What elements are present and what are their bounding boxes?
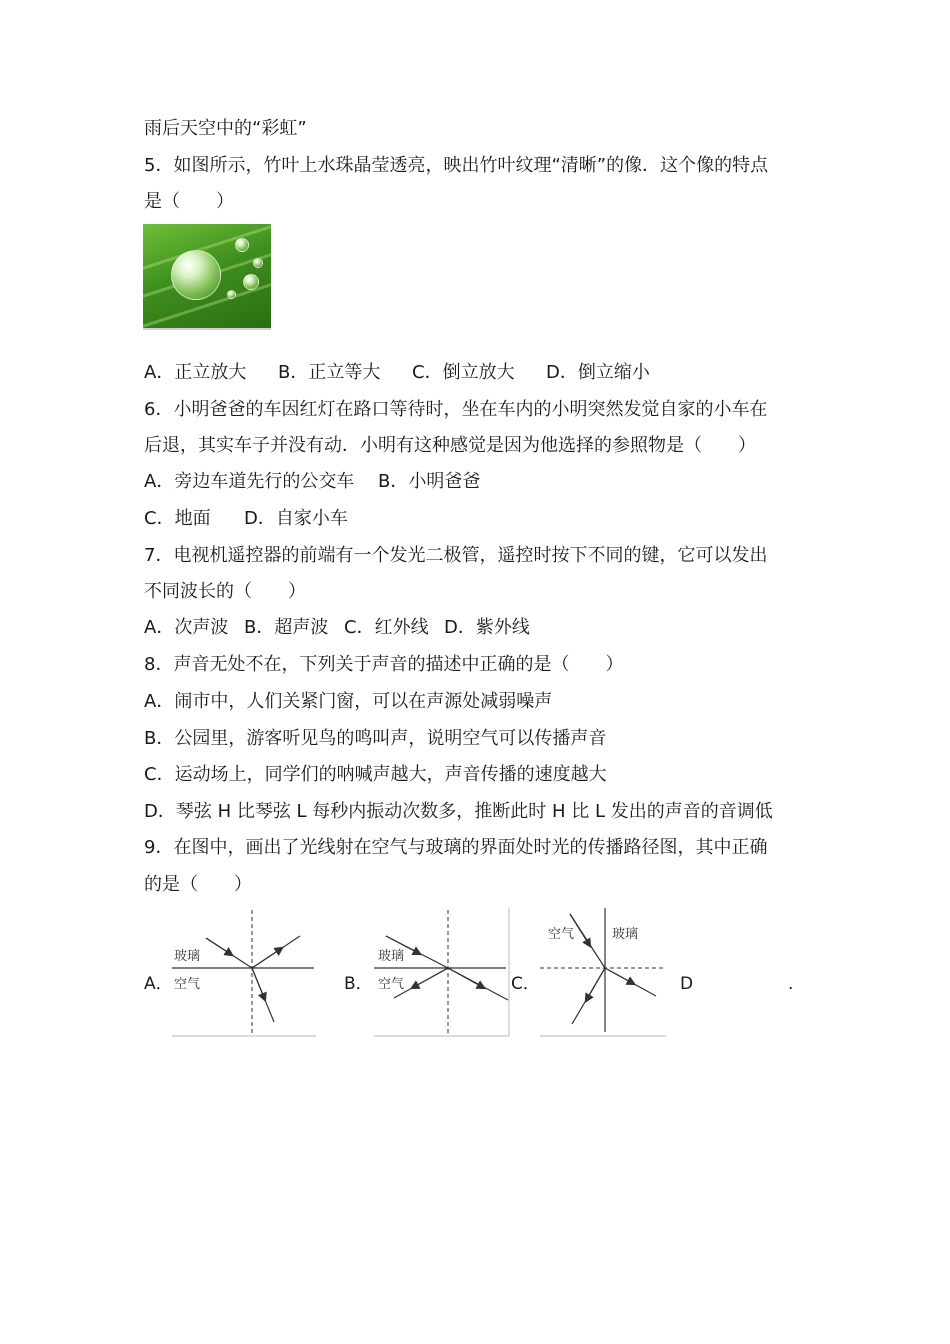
question-6-stem-cont: 后退，其实车子并没有动．小明有这种感觉是因为他选择的参照物是（ ）	[144, 435, 756, 456]
option-d[interactable]: D．紫外线	[444, 617, 530, 638]
question-9-stem-cont: 的是（ ）	[144, 874, 252, 895]
question-8-stem: 8．声音无处不在，下列关于声音的描述中正确的是（ ）	[144, 654, 624, 675]
question-6-stem: 6．小明爸爸的车因红灯在路口等待时，坐在车内的小明突然发觉自家的小车在	[144, 399, 768, 420]
air-label: 空气	[378, 977, 405, 992]
option-b[interactable]: B．正立等大	[278, 362, 381, 383]
glass-label: 玻璃	[612, 927, 639, 942]
text-line-rainbow: 雨后天空中的“彩虹”	[144, 118, 307, 139]
diagram-b	[372, 908, 512, 1038]
glass-label: 玻璃	[174, 949, 201, 964]
question-5-stem: 5．如图所示，竹叶上水珠晶莹透亮，映出竹叶纹理“清晰”的像．这个像的特点	[144, 155, 769, 176]
diagram-a	[170, 908, 318, 1038]
air-label: 空气	[548, 927, 575, 942]
diagram-trailing-dot: .	[788, 974, 794, 994]
question-8-option-a[interactable]: A．闹市中，人们关紧门窗，可以在声源处减弱噪声	[144, 691, 553, 712]
option-c[interactable]: C．地面	[144, 508, 211, 529]
question-6-options-2	[144, 506, 348, 532]
option-d[interactable]: D．倒立缩小	[546, 362, 650, 383]
option-d[interactable]: D．自家小车	[244, 508, 348, 529]
diagram-label-c[interactable]: C．	[511, 974, 540, 994]
option-b[interactable]: B．小明爸爸	[378, 471, 481, 492]
diagram-label-b[interactable]: B．	[344, 974, 373, 994]
diagram-label-d[interactable]: D	[680, 974, 694, 994]
option-b[interactable]: B．超声波	[244, 617, 329, 638]
option-c[interactable]: C．倒立放大	[412, 362, 515, 383]
question-7-stem-cont: 不同波长的（ ）	[144, 581, 306, 602]
option-c[interactable]: C．红外线	[344, 617, 429, 638]
air-label: 空气	[174, 977, 201, 992]
question-5-stem-cont: 是（ ）	[144, 191, 234, 212]
diagram-label-a[interactable]: A．	[144, 974, 173, 994]
diagram-c	[538, 906, 670, 1038]
option-a[interactable]: A．次声波	[144, 617, 229, 638]
question-5-options	[144, 360, 650, 386]
question-6-options-1	[144, 469, 480, 495]
question-7-stem: 7．电视机遥控器的前端有一个发光二极管，遥控时按下不同的键，它可以发出	[144, 545, 768, 566]
glass-label: 玻璃	[378, 949, 405, 964]
question-8-option-c[interactable]: C．运动场上，同学们的呐喊声越大，声音传播的速度越大	[144, 764, 607, 785]
question-8-option-b[interactable]: B．公园里，游客听见鸟的鸣叫声，说明空气可以传播声音	[144, 728, 607, 749]
question-8-option-d[interactable]: D．琴弦 H 比琴弦 L 每秒内振动次数多，推断此时 H 比 L 发出的声音的音调低	[144, 801, 773, 822]
option-a[interactable]: A．正立放大	[144, 362, 247, 383]
option-a[interactable]: A．旁边车道先行的公交车	[144, 471, 355, 492]
question-9-stem: 9．在图中，画出了光线射在空气与玻璃的界面处时光的传播路径图，其中正确	[144, 837, 768, 858]
question-7-options	[144, 615, 530, 641]
water-drop-photo	[143, 224, 271, 330]
